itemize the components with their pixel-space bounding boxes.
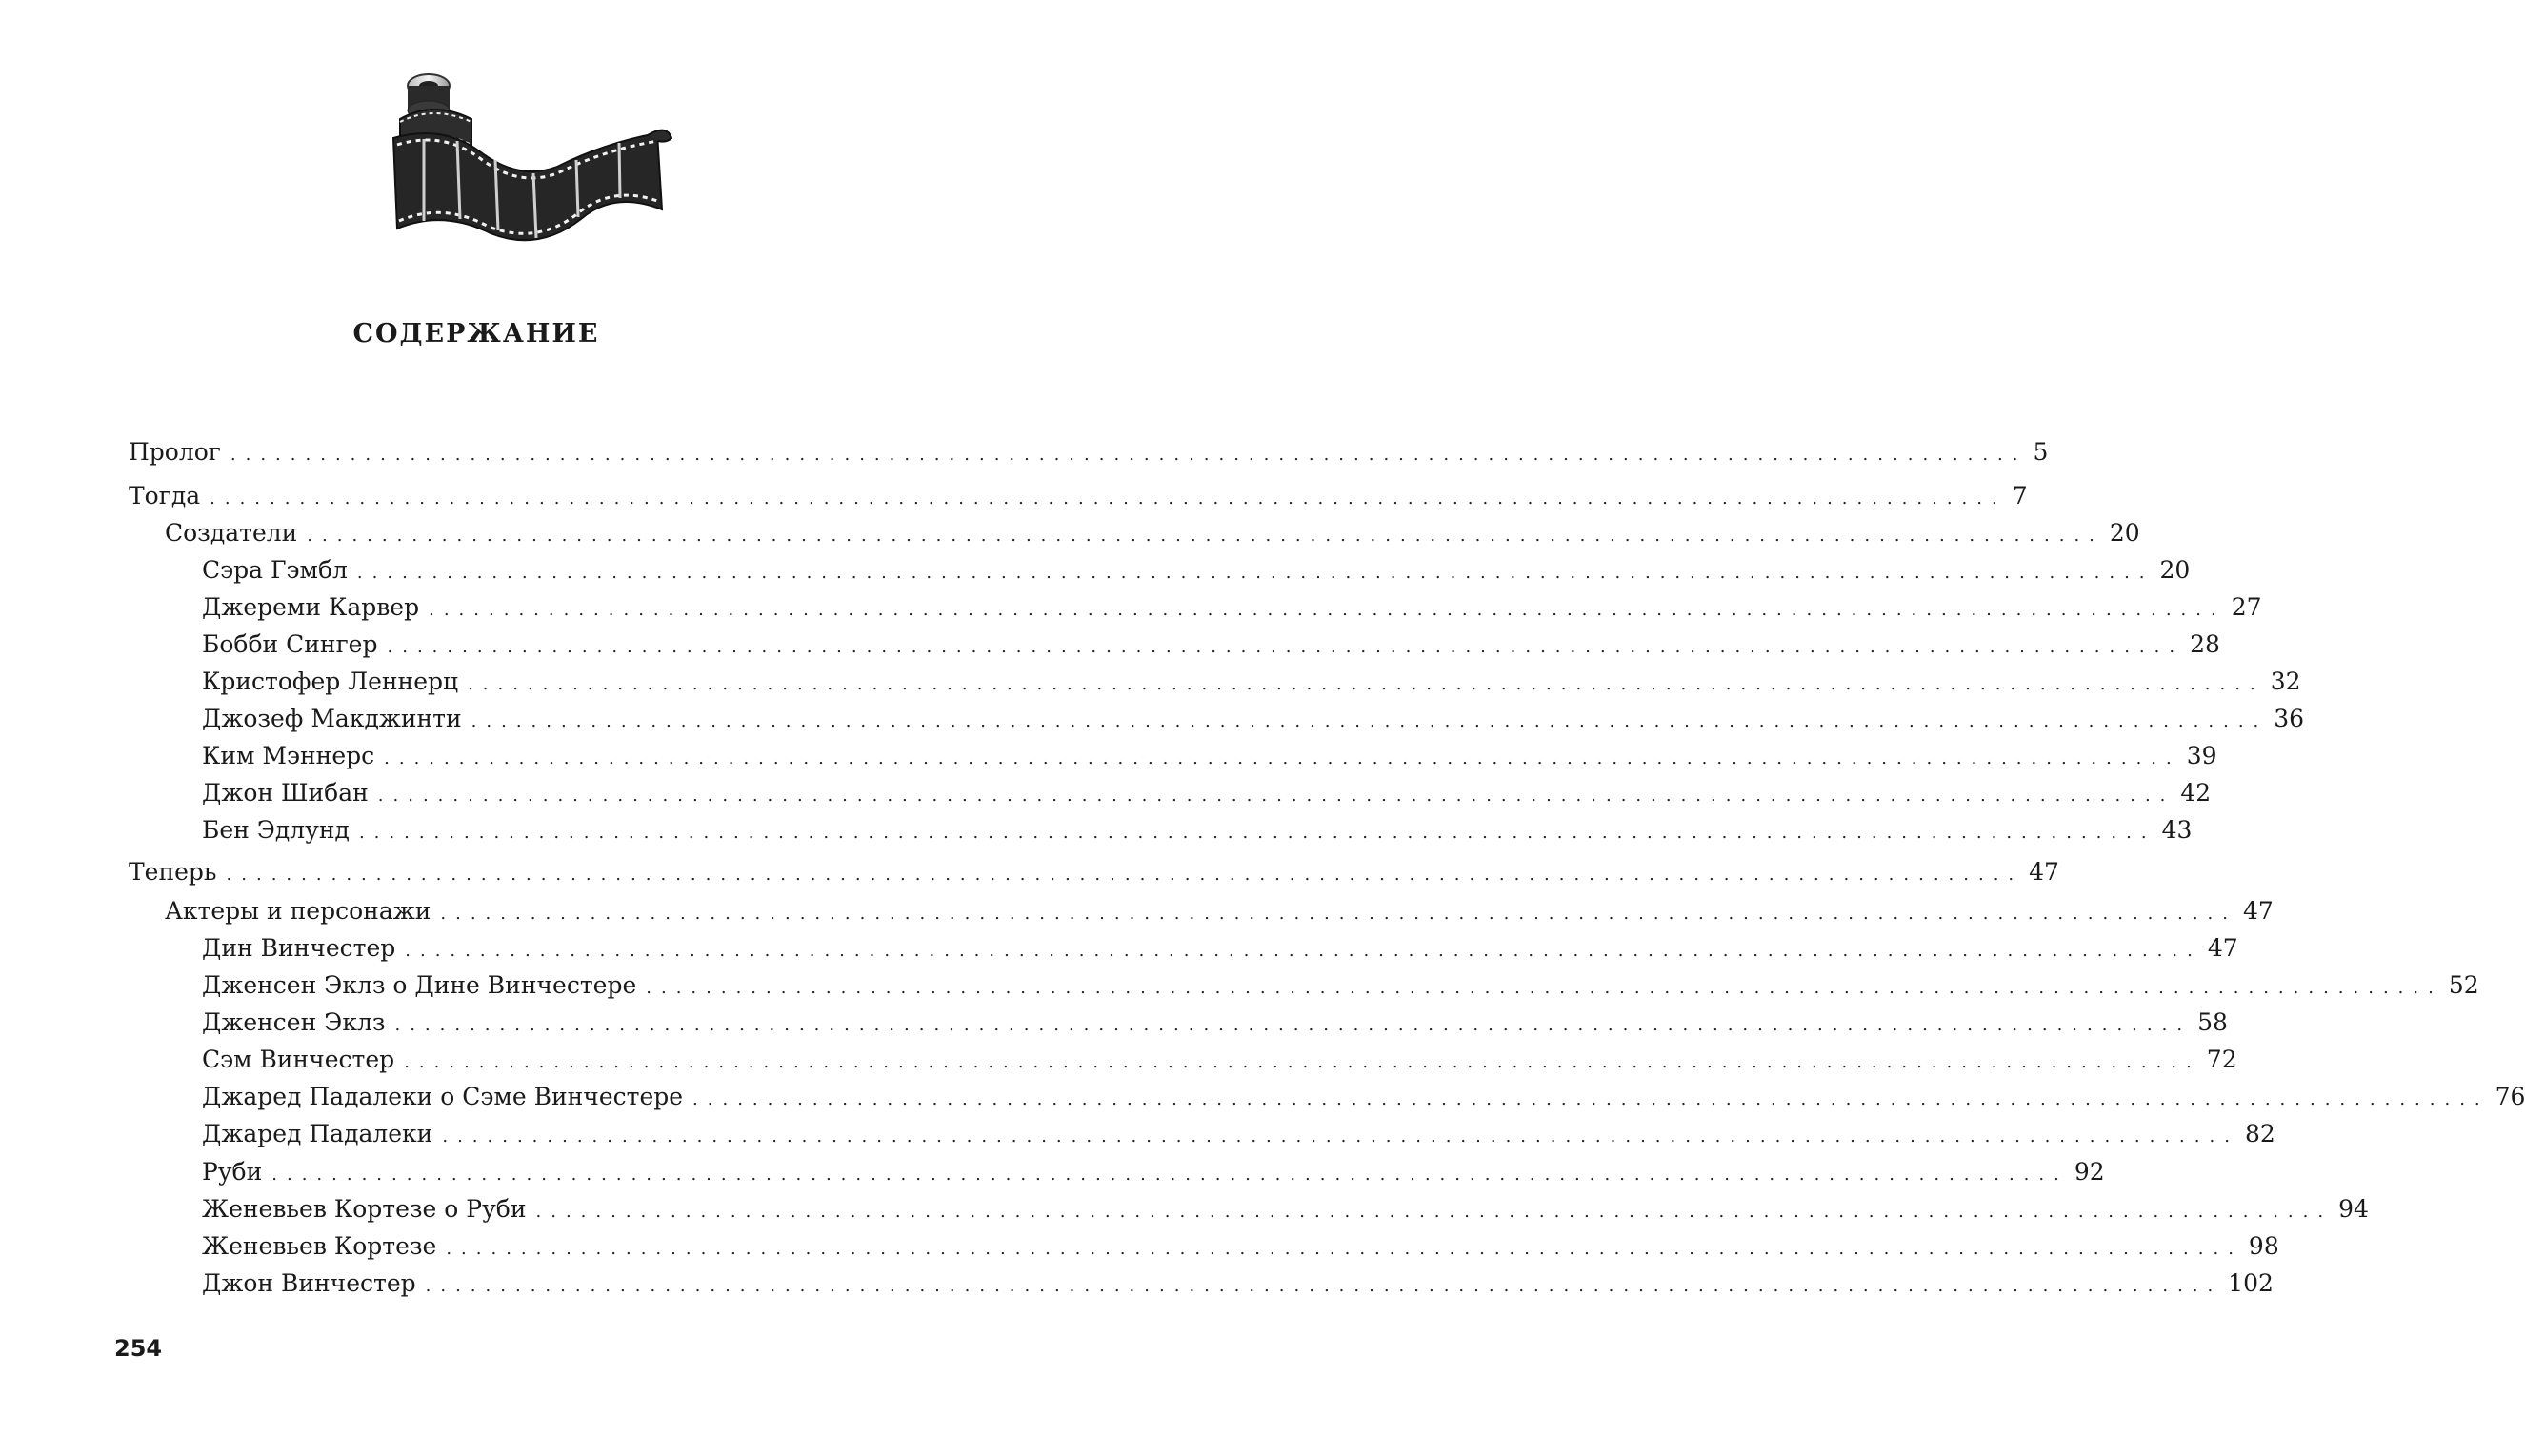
toc-entry [129,436,2049,469]
toc-entry-page: 20 [2109,519,2140,547]
toc-entry [129,480,2028,512]
toc-entry-title: Актеры и персонажи [165,897,431,925]
toc-entry [202,969,2479,1002]
toc-entry-page: 47 [2207,934,2238,962]
dot-leader: ........................................................................................................................ [230,445,2028,465]
toc-entry [202,703,2305,735]
dot-leader: ........................................................................................................................ [646,978,2443,998]
toc-entry-page: 5 [2033,438,2049,466]
toc-entry [202,666,2301,698]
toc-entry [202,1230,2279,1263]
dot-leader: ........................................................................................................................ [377,786,2175,806]
dot-leader: ........................................................................................................................ [535,1202,2334,1222]
dot-leader: ........................................................................................................................ [429,600,2226,620]
toc-entry-page: 47 [2243,897,2274,925]
toc-entry-title: Создатели [165,519,298,547]
toc-entry-page: 27 [2231,593,2262,621]
toc-entry [165,895,2274,927]
toc-entry [202,777,2212,809]
dot-leader: ........................................................................................................................ [387,637,2185,657]
dot-leader: ........................................................................................................................ [471,711,2269,731]
toc-entry-title: Джереми Карвер [202,593,420,621]
filmstrip-icon [376,67,681,248]
toc-entry-title: Бобби Сингер [202,630,378,658]
dot-leader: ........................................................................................................................ [226,865,2024,885]
toc-entry [202,591,2262,624]
toc-entry-title: Дин Винчестер [202,934,396,962]
toc-entry-page: 39 [2186,742,2217,769]
toc-entry-page: 98 [2248,1232,2279,1260]
dot-leader: ........................................................................................................................ [446,1239,2243,1259]
toc-entry [202,554,2191,587]
toc-entry-page: 72 [2206,1046,2237,1073]
dot-leader: ........................................................................................................................ [468,674,2265,694]
toc-entry [202,628,2220,661]
toc-entry-page: 7 [2012,482,2028,509]
toc-entry-title: Джаред Падалеки о Сэме Винчестере [202,1083,684,1110]
toc-entry-title: Джон Винчестер [202,1269,416,1297]
toc-entry-page: 43 [2161,816,2193,844]
page-number: 254 [114,1335,163,1362]
toc-entry-title: Джозеф Макджинти [202,705,462,732]
toc-entry-page: 76 [2495,1083,2525,1110]
toc-entry-page: 47 [2029,858,2059,886]
dot-leader: ........................................................................................................................ [404,1052,2201,1072]
toc-entry [202,932,2238,965]
toc-entry [202,1118,2275,1150]
toc-entry-page: 42 [2180,779,2212,807]
toc-entry-title: Джаред Падалеки [202,1120,433,1147]
toc-entry [202,1156,2105,1188]
dot-leader: ........................................................................................................................ [440,904,2237,924]
toc-entry [202,1044,2237,1076]
dot-leader: ........................................................................................................................ [358,823,2156,843]
toc-entry [129,856,2059,888]
toc-entry-title: Ким Мэннерс [202,742,375,769]
dot-leader: ........................................................................................................................ [692,1089,2490,1109]
toc-entry-title: Джон Шибан [202,779,369,807]
toc-entry-title: Женевьев Кортезе [202,1232,437,1260]
toc-entry-page: 52 [2448,971,2479,999]
dot-leader: ........................................................................................................................ [356,563,2154,583]
dot-leader: ........................................................................................................................ [405,941,2202,961]
dot-leader: ........................................................................................................................ [307,526,2104,546]
dot-leader: ........................................................................................................................ [384,748,2181,768]
toc-entry-page: 92 [2074,1158,2105,1186]
dot-leader: ........................................................................................................................ [425,1276,2223,1296]
toc-entry-page: 32 [2270,668,2301,695]
toc-entry-page: 20 [2159,556,2191,584]
toc-entry [202,1081,2525,1113]
toc-entry-page: 36 [2274,705,2305,732]
toc-entry [202,1193,2369,1226]
toc-entry-title: Кристофер Леннерц [202,668,459,695]
toc-entry-page: 94 [2338,1195,2369,1223]
toc-entry [165,517,2140,549]
page-title: СОДЕРЖАНИЕ [352,319,600,349]
toc-entry-page: 102 [2228,1269,2274,1297]
toc-entry [202,1267,2274,1300]
toc-entry-title: Пролог [129,438,221,466]
dot-leader: ........................................................................................................................ [394,1015,2193,1035]
dot-leader: ........................................................................................................................ [442,1127,2239,1147]
toc-entry-title: Сэм Винчестер [202,1046,395,1073]
dot-leader: ........................................................................................................................ [271,1165,2069,1185]
toc-entry [202,814,2193,847]
dot-leader: ........................................................................................................................ [210,489,2007,509]
toc-entry-page: 58 [2197,1008,2228,1036]
toc-entry-title: Женевьев Кортезе о Руби [202,1195,527,1223]
toc-entry [202,740,2217,772]
toc-entry-page: 28 [2190,630,2220,658]
toc-entry [202,1007,2228,1039]
toc-entry-title: Руби [202,1158,263,1186]
toc-entry-title: Сэра Гэмбл [202,556,348,584]
toc-entry-title: Бен Эдлунд [202,816,350,844]
toc-entry-title: Дженсен Эклз [202,1008,386,1036]
toc-entry-title: Теперь [129,858,217,886]
toc-entry-page: 82 [2244,1120,2275,1147]
toc-entry-title: Дженсен Эклз о Дине Винчестере [202,971,637,999]
toc-entry-title: Тогда [129,482,201,509]
